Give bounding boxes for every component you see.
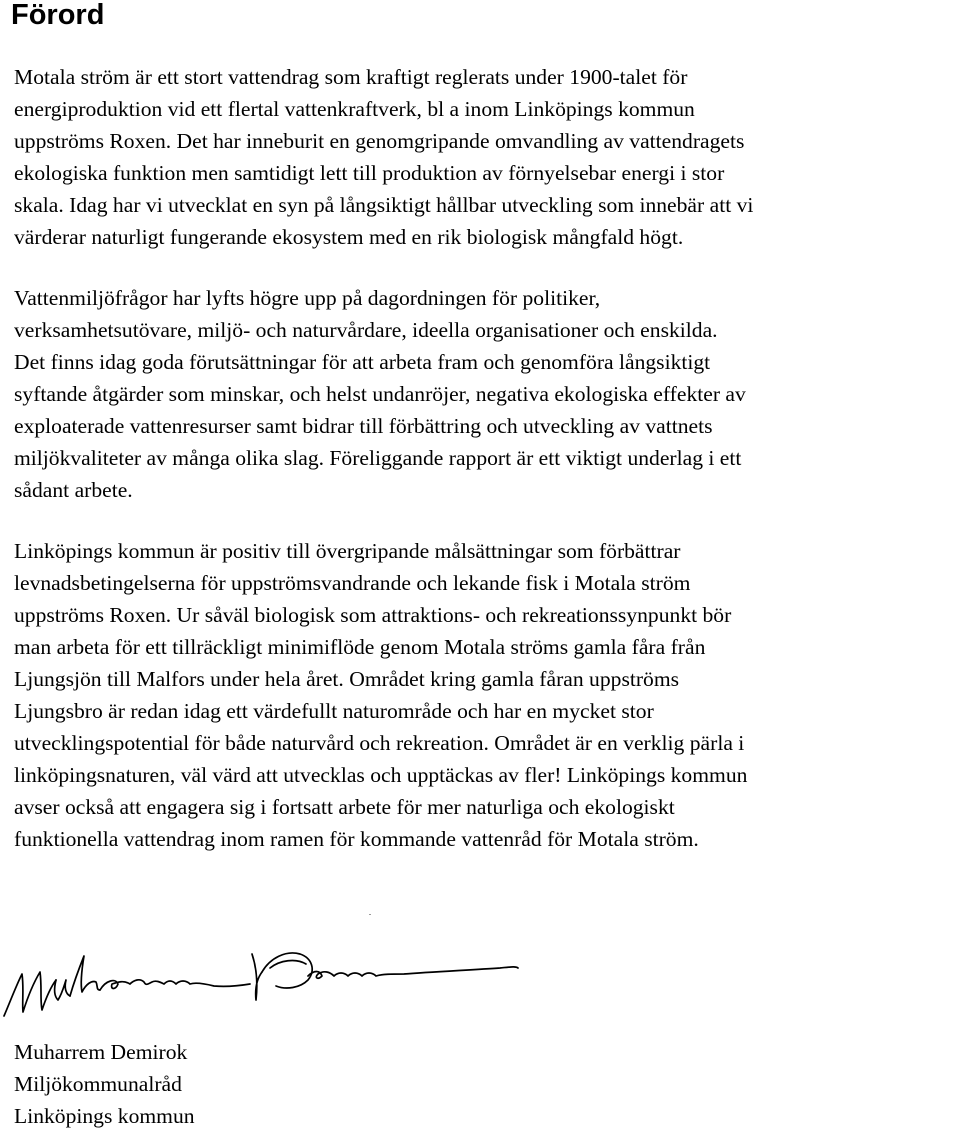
paragraph-2-line: Vattenmiljöfrågor har lyfts högre upp på dagordningen för politiker, <box>14 286 601 310</box>
handwritten-signature <box>0 930 530 1030</box>
paragraph-2-line: Det finns idag goda förutsättningar för att arbeta fram och genomföra långsiktigt <box>14 350 711 374</box>
paragraph-2-line: miljökvaliteter av många olika slag. Föreliggande rapport är ett viktigt underlag i ett <box>14 446 742 470</box>
paragraph-2-line: syftande åtgärder som minskar, och helst undanröjer, negativa ekologiska effekter av <box>14 382 746 406</box>
paragraph-3-line: avser också att engagera sig i fortsatt arbete för mer naturliga och ekologiskt <box>14 795 675 819</box>
paragraph-2-line: sådant arbete. <box>14 478 133 502</box>
paragraph-3-line: Ljungsjön till Malfors under hela året. Området kring gamla fåran uppströms <box>14 667 680 691</box>
paragraph-1-line: uppströms Roxen. Det har inneburit en genomgripande omvandling av vattendragets <box>14 129 745 153</box>
paragraph-3-line: man arbeta för ett tillräckligt minimiflöde genom Motala ströms gamla fåra från <box>14 635 706 659</box>
scan-speck <box>369 914 371 915</box>
signatory-title: Miljökommunalråd <box>14 1072 182 1096</box>
paragraph-2-line: verksamhetsutövare, miljö- och naturvårdare, ideella organisationer och enskilda. <box>14 318 718 342</box>
paragraph-3-line: funktionella vattendrag inom ramen för kommande vattenråd för Motala ström. <box>14 827 699 851</box>
paragraph-1-line: Motala ström är ett stort vattendrag som kraftigt reglerats under 1900-talet för <box>14 65 688 89</box>
paragraph-3-line: utvecklingspotential för både naturvård och rekreation. Området är en verklig pärla i <box>14 731 745 755</box>
paragraph-1-line: ekologiska funktion men samtidigt lett till produktion av förnyelsebar energi i stor <box>14 161 725 185</box>
paragraph-1-line: energiproduktion vid ett flertal vattenkraftverk, bl a inom Linköpings kommun <box>14 97 695 121</box>
signatory-organization: Linköpings kommun <box>14 1104 195 1128</box>
signatory-name: Muharrem Demirok <box>14 1040 188 1064</box>
page-title: Förord <box>11 0 105 31</box>
paragraph-3-line: linköpingsnaturen, väl värd att utvecklas och upptäckas av fler! Linköpings kommun <box>14 763 748 787</box>
paragraph-1-line: värderar naturligt fungerande ekosystem med en rik biologisk mångfald högt. <box>14 225 684 249</box>
paragraph-3-line: levnadsbetingelserna för uppströmsvandrande och lekande fisk i Motala ström <box>14 571 691 595</box>
paragraph-3-line: uppströms Roxen. Ur såväl biologisk som attraktions- och rekreationssynpunkt bör <box>14 603 732 627</box>
paragraph-1-line: skala. Idag har vi utvecklat en syn på långsiktigt hållbar utveckling som innebär att vi <box>14 193 754 217</box>
paragraph-2-line: exploaterade vattenresurser samt bidrar till förbättring och utveckling av vattnets <box>14 414 713 438</box>
paragraph-3-line: Ljungsbro är redan idag ett värdefullt naturområde och har en mycket stor <box>14 699 654 723</box>
paragraph-3-line: Linköpings kommun är positiv till övergripande målsättningar som förbättrar <box>14 539 681 563</box>
